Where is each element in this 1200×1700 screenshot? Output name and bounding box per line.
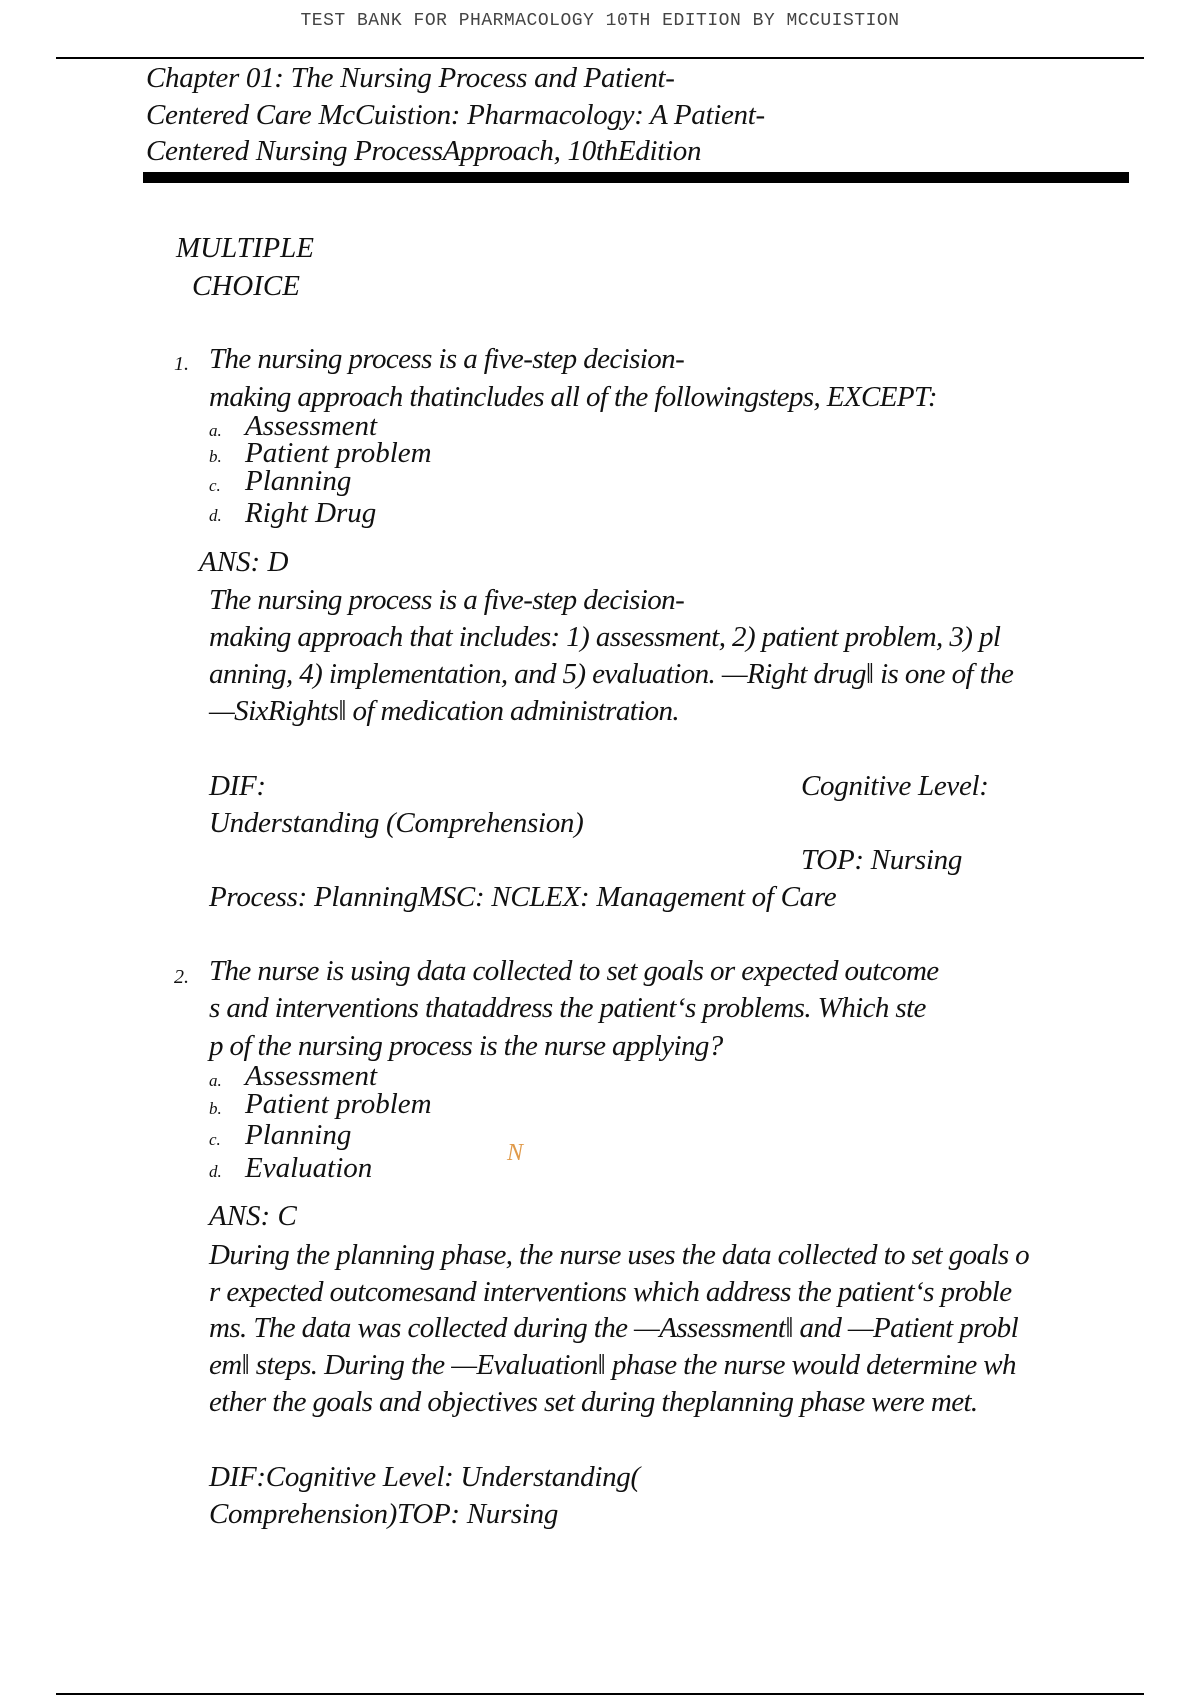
rationale-line: During the planning phase, the nurse uses the data collected to set goals o — [209, 1239, 1030, 1271]
section-heading-line-1: MULTIPLE — [176, 232, 314, 264]
rationale-line: ms. The data was collected during the —Assessment‖ and —Patient probl — [209, 1312, 1019, 1344]
option-text: Assessment — [245, 410, 378, 442]
option-text: Assessment — [245, 1060, 378, 1092]
stray-mark: N — [507, 1140, 524, 1166]
chapter-title-line-2: Centered Care McCuistion: Pharmacology: A Patient- — [146, 99, 765, 131]
footer-rule — [56, 1693, 1144, 1695]
answer-key: ANS: C — [209, 1200, 297, 1232]
header-rule — [56, 57, 1144, 59]
running-head: TEST BANK FOR PHARMACOLOGY 10TH EDITION BY MCCUISTION — [300, 11, 900, 31]
rationale-line: making approach that includes: 1) assessment, 2) patient problem, 3) pl — [209, 621, 1001, 653]
question-stem-line: The nurse is using data collected to set goals or expected outcome — [209, 955, 939, 987]
cognitive-level-label: Cognitive Level: — [801, 770, 989, 802]
comprehension-topic-line: Comprehension)TOP: Nursing — [209, 1498, 559, 1530]
rationale-line: The nursing process is a five-step decision- — [209, 584, 685, 616]
topic-label: TOP: Nursing — [801, 844, 963, 876]
option-letter: a. — [209, 1071, 222, 1090]
title-rule — [143, 172, 1129, 183]
option-text: Right Drug — [245, 497, 377, 529]
rationale-line: r expected outcomesand interventions which address the patient‘s proble — [209, 1276, 1012, 1308]
option-letter: d. — [209, 506, 222, 525]
chapter-title-line-1: Chapter 01: The Nursing Process and Patient- — [146, 62, 675, 94]
difficulty-cognitive-line: DIF:Cognitive Level: Understanding( — [209, 1461, 640, 1493]
section-heading-line-2: CHOICE — [192, 270, 300, 302]
answer-key: ANS: D — [199, 546, 289, 578]
option-letter: d. — [209, 1162, 222, 1181]
rationale-line: em‖ steps. During the —Evaluation‖ phase the nurse would determine wh — [209, 1349, 1016, 1381]
option-text: Planning — [245, 1119, 352, 1151]
option-letter: c. — [209, 476, 221, 495]
rationale-line: ether the goals and objectives set during theplanning phase were met. — [209, 1386, 978, 1418]
option-letter: b. — [209, 447, 222, 466]
option-letter: a. — [209, 421, 222, 440]
option-text: Patient problem — [245, 1088, 432, 1120]
question-stem-line: making approach thatincludes all of the followingsteps, EXCEPT: — [209, 381, 937, 413]
option-letter: b. — [209, 1099, 222, 1118]
question-number: 1. — [174, 353, 189, 375]
option-text: Evaluation — [245, 1152, 373, 1184]
option-letter: c. — [209, 1130, 221, 1149]
difficulty-label: DIF: — [209, 770, 266, 802]
question-stem-line: s and interventions thataddress the patient‘s problems. Which ste — [209, 992, 926, 1024]
chapter-title-line-3: Centered Nursing ProcessApproach, 10thEdition — [146, 135, 702, 167]
option-text: Patient problem — [245, 437, 432, 469]
cognitive-level-value: Understanding (Comprehension) — [209, 807, 584, 839]
process-msc-line: Process: PlanningMSC: NCLEX: Management of Care — [209, 881, 837, 913]
question-stem-line: The nursing process is a five-step decision- — [209, 343, 685, 375]
option-text: Planning — [245, 465, 352, 497]
rationale-line: anning, 4) implementation, and 5) evaluation. —Right drug‖ is one of the — [209, 658, 1014, 690]
question-stem-line: p of the nursing process is the nurse applying? — [209, 1030, 723, 1062]
rationale-line: —SixRights‖ of medication administration. — [209, 695, 680, 727]
question-number: 2. — [174, 966, 189, 988]
